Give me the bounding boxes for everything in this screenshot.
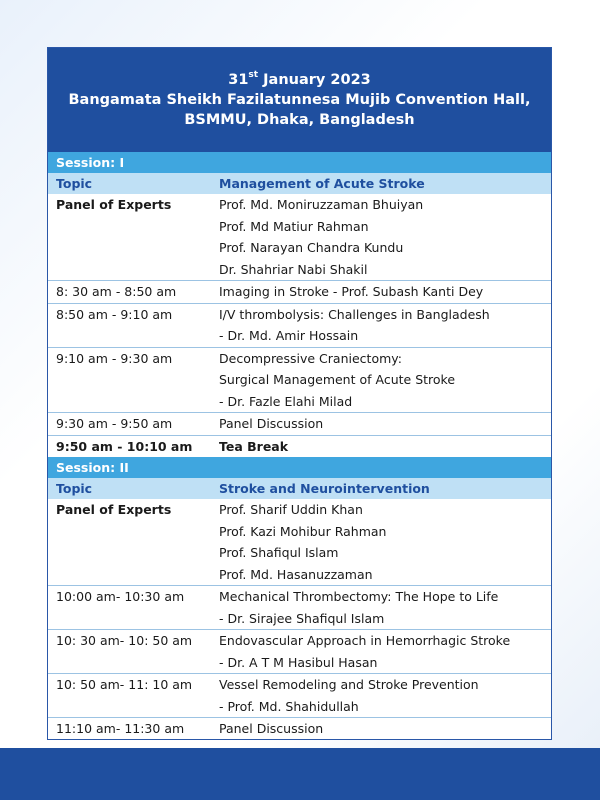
talk-line: I/V thrombolysis: Challenges in Bangladesh (219, 306, 490, 322)
topic-label: Topic (48, 478, 211, 499)
panel-member: Prof. Shafiqul Islam (219, 545, 339, 560)
talk-line: - Prof. Md. Shahidullah (219, 698, 359, 714)
time-slot: 9:30 am - 9:50 am (48, 413, 211, 436)
talk-line: Endovascular Approach in Hemorrhagic Stroke (219, 633, 511, 648)
schedule-row (48, 347, 551, 413)
session-title: Session: I (48, 152, 551, 173)
topic-label: Topic (48, 173, 211, 194)
talk-details (211, 718, 551, 740)
session-2-topic-row (48, 478, 551, 499)
talk-line: - Dr. Sirajee Shafiqul Islam (219, 610, 385, 626)
break-time: 9:50 am - 10:10 am (48, 435, 211, 457)
talk-details (211, 347, 551, 413)
schedule-table (48, 152, 551, 740)
talk-details (211, 674, 551, 718)
talk-line: Panel Discussion (219, 416, 324, 431)
topic-value: Stroke and Neurointervention (211, 478, 551, 499)
panel-member: Prof. Md. Hasanuzzaman (219, 566, 373, 582)
session-1-panel-row (48, 194, 551, 281)
talk-line: Panel Discussion (219, 721, 324, 736)
panel-label: Panel of Experts (56, 502, 172, 517)
session-2-header (48, 457, 551, 478)
schedule-row (48, 281, 551, 304)
break-label: Tea Break (211, 435, 551, 457)
time-slot: 10:00 am- 10:30 am (48, 586, 211, 630)
panel-member: Prof. Md. Moniruzzaman Bhuiyan (219, 197, 424, 212)
time-slot: 10: 30 am- 10: 50 am (48, 630, 211, 674)
schedule-row (48, 674, 551, 718)
schedule-row (48, 413, 551, 436)
talk-details (211, 281, 551, 304)
talk-line: Decompressive Craniectomy: (219, 350, 402, 366)
talk-line: Surgical Management of Acute Stroke (219, 372, 456, 387)
break-row (48, 435, 551, 457)
session-1-topic-row (48, 173, 551, 194)
schedule-row (48, 586, 551, 630)
program-header (48, 48, 551, 152)
panel-member: Prof. Md Matiur Rahman (219, 218, 369, 234)
time-slot: 8:50 am - 9:10 am (48, 303, 211, 347)
talk-details (211, 586, 551, 630)
panel-member: Prof. Kazi Mohibur Rahman (219, 523, 387, 539)
talk-details (211, 630, 551, 674)
schedule-row (48, 303, 551, 347)
session-title: Session: II (48, 457, 551, 478)
talk-details (211, 413, 551, 436)
talk-line: - Dr. A T M Hasibul Hasan (219, 654, 378, 670)
talk-line: Imaging in Stroke - Prof. Subash Kanti Dey (219, 284, 484, 299)
schedule-row (48, 630, 551, 674)
talk-line: - Dr. Md. Amir Hossain (219, 328, 359, 343)
time-slot: 11:10 am- 11:30 am (48, 718, 211, 740)
talk-line: - Dr. Fazle Elahi Milad (219, 393, 353, 409)
event-date: 31st January 2023 (228, 70, 371, 88)
time-slot: 10: 50 am- 11: 10 am (48, 674, 211, 718)
talk-details (211, 303, 551, 347)
session-1-header (48, 152, 551, 173)
panel-member: Prof. Narayan Chandra Kundu (219, 240, 404, 255)
time-slot: 9:10 am - 9:30 am (48, 347, 211, 413)
panel-members (211, 194, 551, 281)
program-card (47, 47, 552, 740)
schedule-row (48, 718, 551, 740)
talk-line: Vessel Remodeling and Stroke Prevention (219, 677, 479, 692)
panel-label: Panel of Experts (56, 197, 172, 212)
panel-members (211, 499, 551, 586)
session-2-panel-row (48, 499, 551, 586)
footer-band (0, 748, 600, 800)
topic-value: Management of Acute Stroke (211, 173, 551, 194)
time-slot: 8: 30 am - 8:50 am (48, 281, 211, 304)
venue-line-2: BSMMU, Dhaka, Bangladesh (184, 112, 415, 128)
panel-member: Prof. Sharif Uddin Khan (219, 502, 363, 517)
venue-line-1: Bangamata Sheikh Fazilatunnesa Mujib Convention Hall, (68, 92, 531, 108)
panel-member: Dr. Shahriar Nabi Shakil (219, 261, 368, 277)
talk-line: Mechanical Thrombectomy: The Hope to Life (219, 589, 499, 604)
